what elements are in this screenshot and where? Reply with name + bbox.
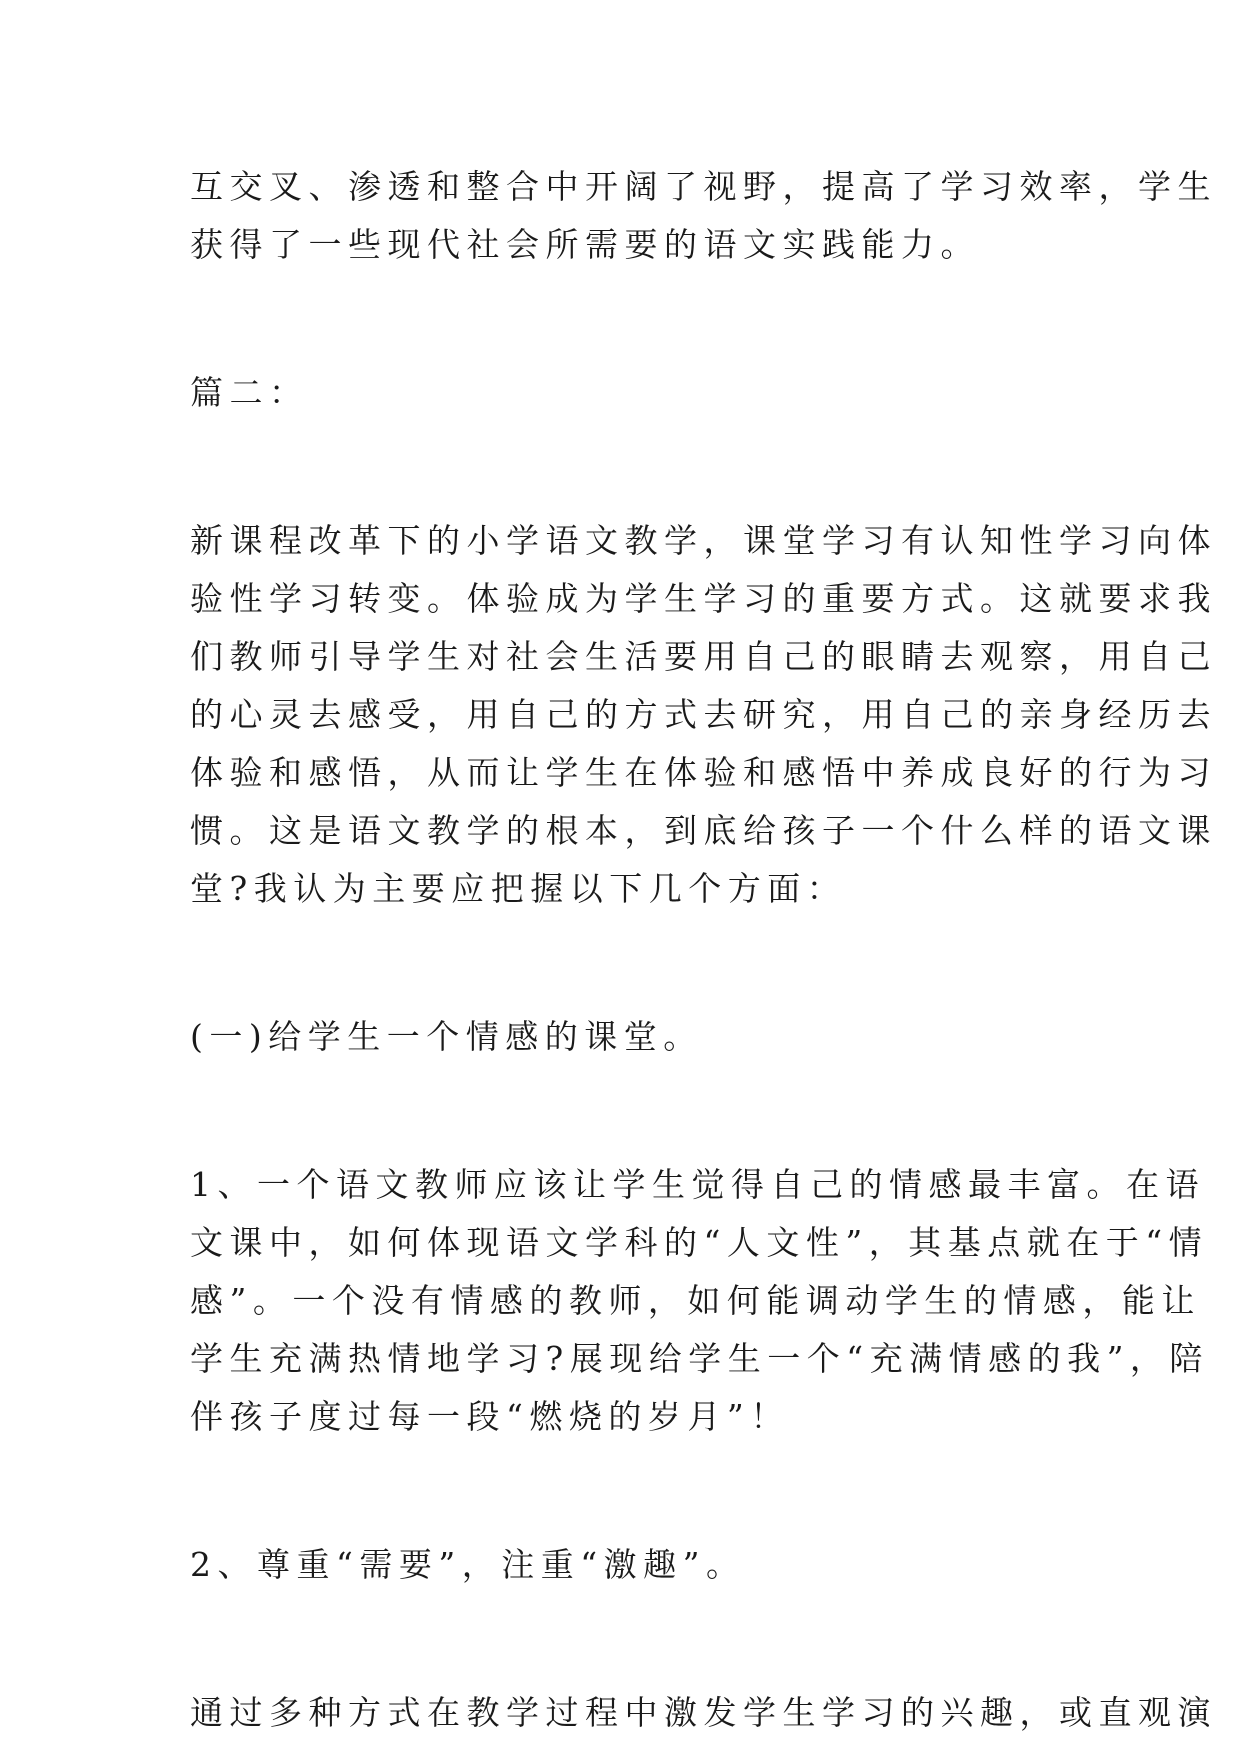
paragraph-spacer (190, 1066, 1052, 1156)
paragraph-intro-continuation (190, 158, 1217, 274)
document-body (190, 158, 1217, 1742)
text-line: 1、一个语文教师应该让学生觉得自己的情感最丰富。在语 (190, 1165, 1205, 1204)
text-line: 体验和感悟，从而让学生在体验和感悟中养成良好的行为习 (190, 753, 1217, 792)
paragraph-point-1 (190, 1156, 1209, 1446)
text-line: 获得了一些现代社会所需要的语文实践能力。 (190, 225, 980, 264)
text-line: 验性学习转变。体验成为学生学习的重要方式。这就要求我 (190, 579, 1217, 618)
heading-text: (一)给学生一个情感的课堂。 (190, 1017, 703, 1056)
paragraph-spacer (190, 1594, 1052, 1684)
text-line: 2、尊重“需要”，注重“激趣”。 (190, 1545, 746, 1584)
paragraph-point-2 (190, 1536, 1052, 1594)
paragraph-spacer (190, 422, 1052, 512)
heading-text: 篇二： (190, 373, 309, 412)
text-line: 的心灵去感受，用自己的方式去研究，用自己的亲身经历去 (190, 695, 1217, 734)
text-line: 堂?我认为主要应把握以下几个方面： (190, 869, 847, 908)
text-line: 们教师引导学生对社会生活要用自己的眼睛去观察，用自己 (190, 637, 1217, 676)
text-line: 伴孩子度过每一段“燃烧的岁月”！ (190, 1397, 790, 1436)
paragraph-spacer (190, 1446, 1052, 1536)
paragraph-spacer (190, 918, 1052, 1008)
text-line: 互交叉、渗透和整合中开阔了视野，提高了学习效率，学生 (190, 167, 1217, 206)
text-line: 文课中，如何体现语文学科的“人文性”，其基点就在于“情 (190, 1223, 1209, 1262)
text-line: 感”。一个没有情感的教师，如何能调动学生的情感，能让 (190, 1281, 1201, 1320)
section-heading (190, 364, 1052, 422)
subsection-heading (190, 1008, 1052, 1066)
text-line: 新课程改革下的小学语文教学，课堂学习有认知性学习向体 (190, 521, 1217, 560)
text-line: 通过多种方式在教学过程中激发学生学习的兴趣，或直观演 (190, 1693, 1217, 1732)
text-line: 学生充满热情地学习?展现给学生一个“充满情感的我”，陪 (190, 1339, 1209, 1378)
paragraph-continuing (190, 1684, 1217, 1742)
paragraph-spacer (190, 274, 1052, 364)
paragraph-main (190, 512, 1217, 918)
text-line: 惯。这是语文教学的根本，到底给孩子一个什么样的语文课 (190, 811, 1217, 850)
